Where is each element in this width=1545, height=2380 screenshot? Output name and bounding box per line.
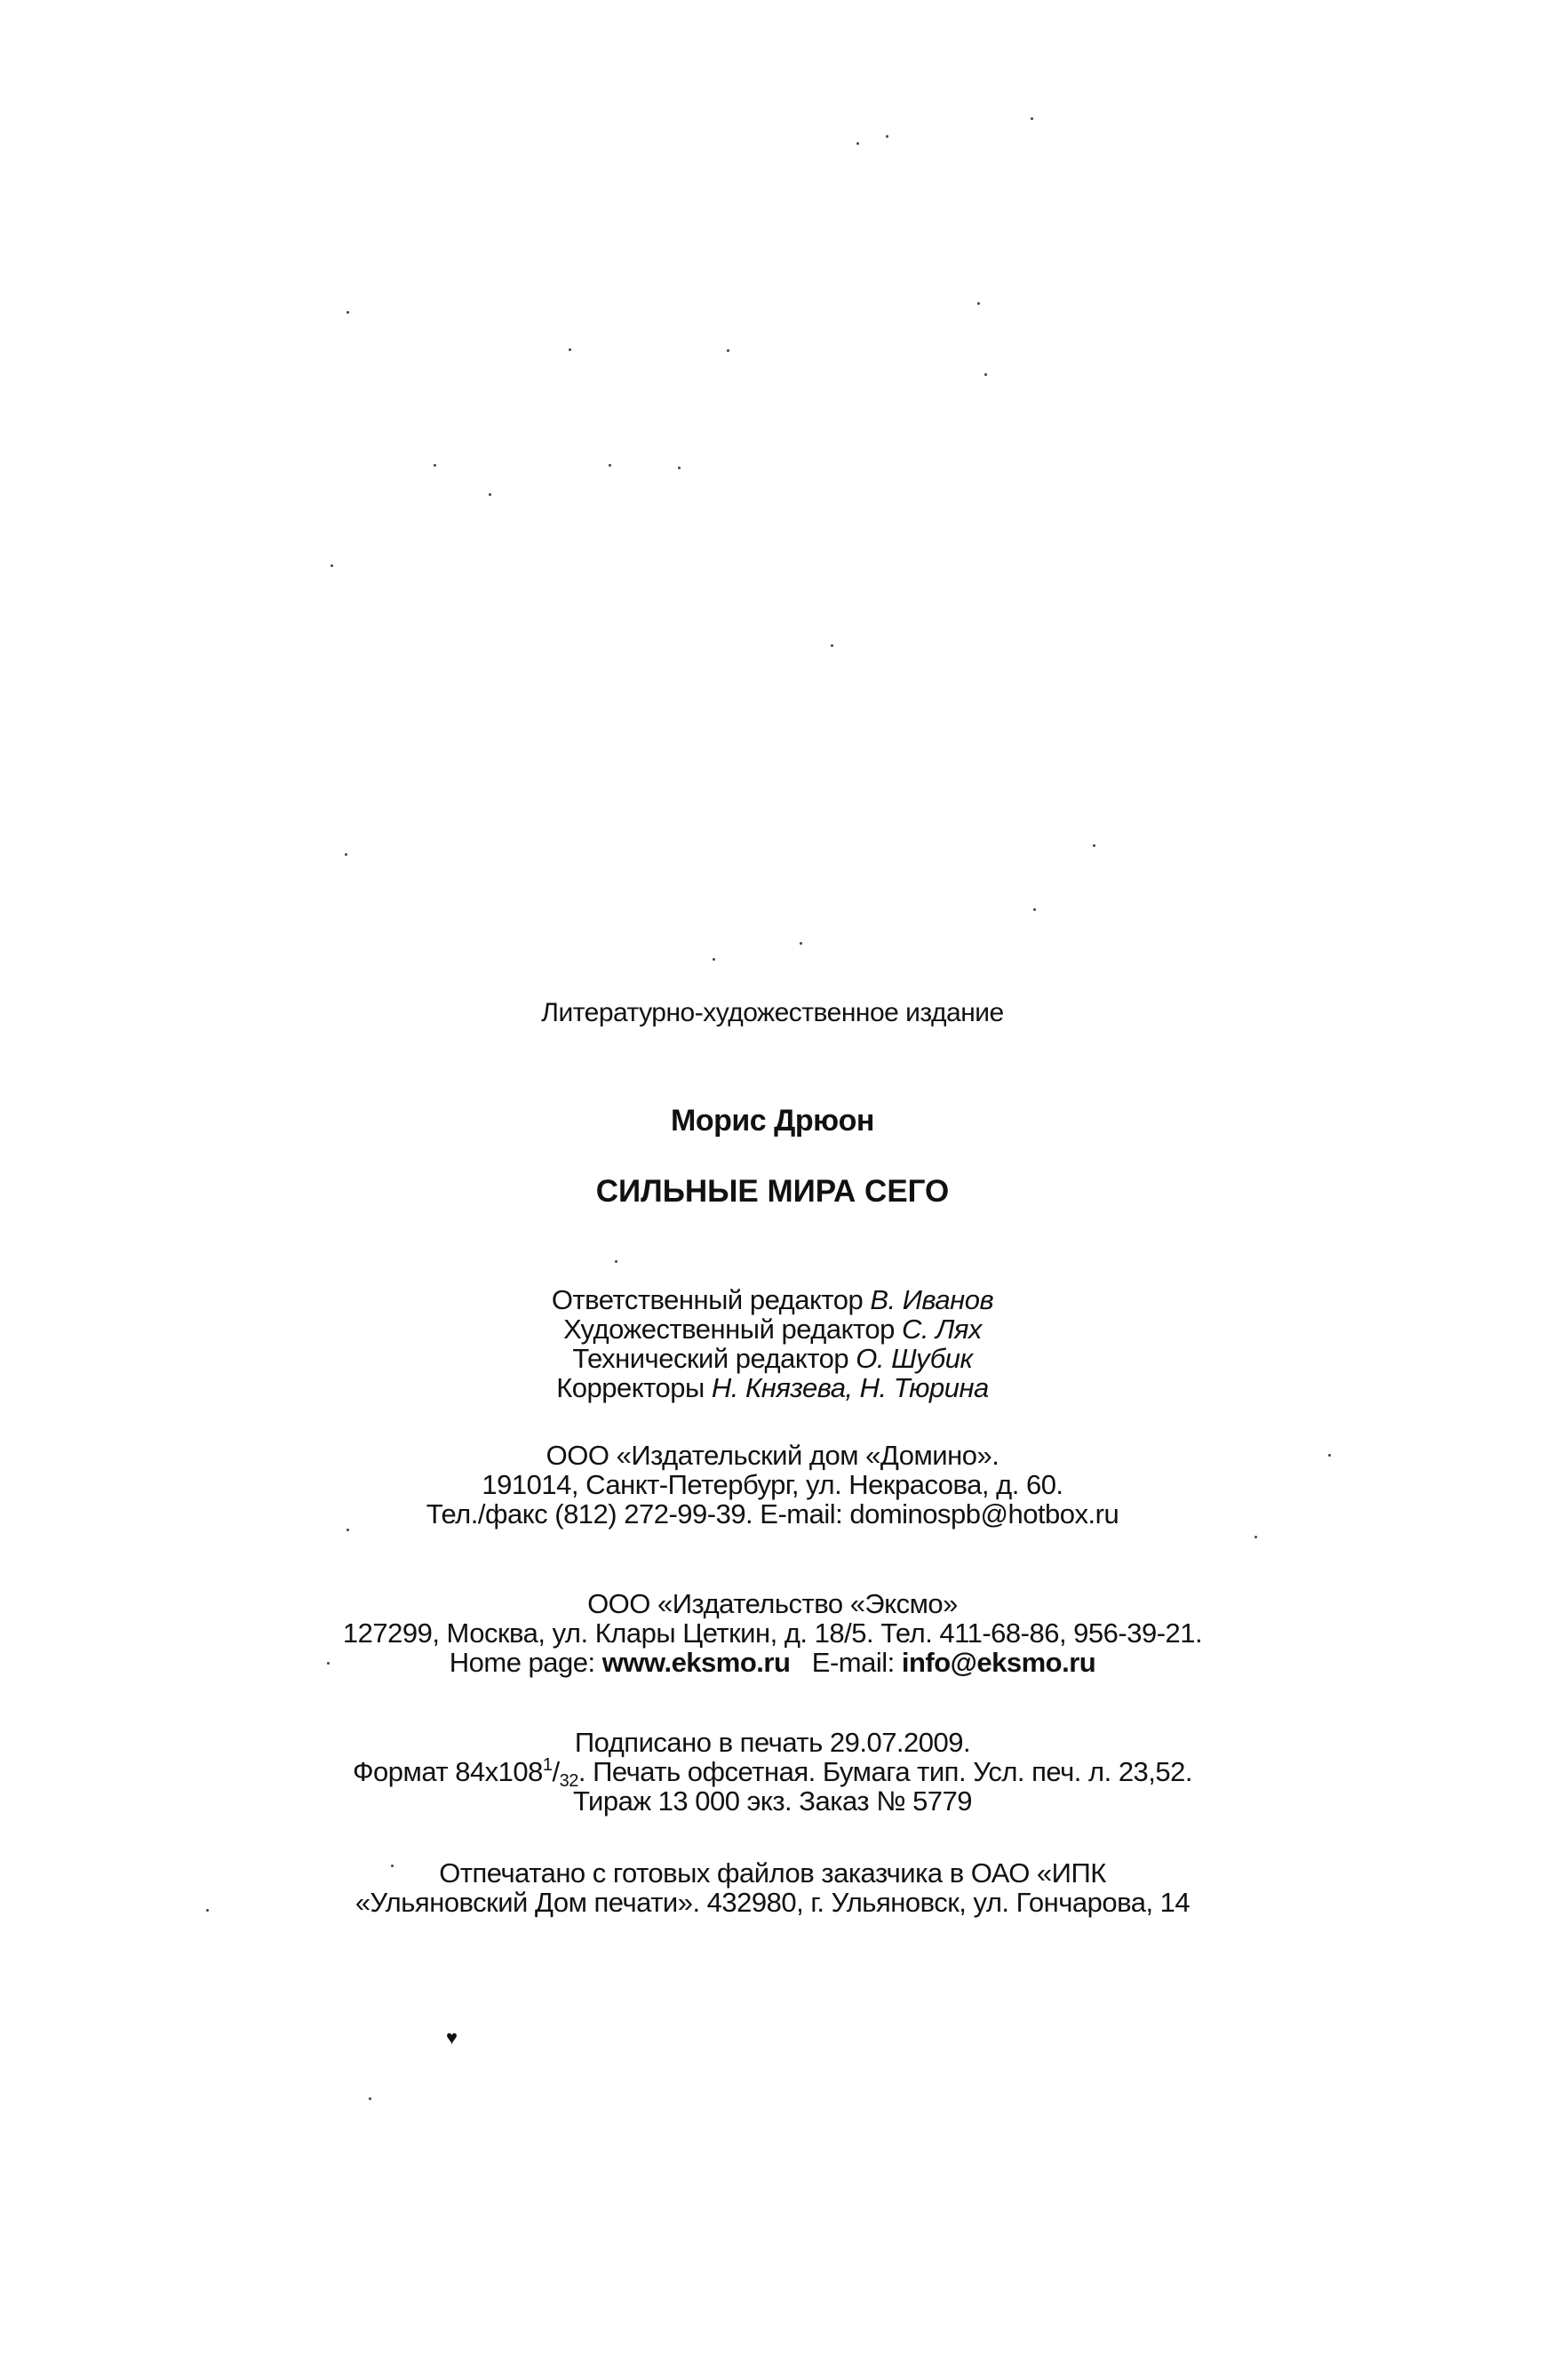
- printer-line-1: Отпечатано с готовых файлов заказчика в ОАО «ИПК: [439, 1857, 1106, 1889]
- scan-speck: [977, 302, 980, 305]
- scan-speck: [346, 1529, 349, 1531]
- credit-name: О. Шубик: [856, 1343, 973, 1374]
- credit-line: [0, 1284, 1545, 1316]
- credit-line: [0, 1343, 1545, 1375]
- scan-speck: [327, 1662, 330, 1665]
- credit-role: Художественный редактор: [563, 1314, 895, 1345]
- format-denominator: 32: [559, 1771, 578, 1791]
- format-slash: /: [552, 1756, 560, 1787]
- scan-speck: [434, 464, 436, 467]
- scan-speck: [727, 349, 729, 352]
- scan-speck: [206, 1909, 209, 1912]
- scan-speck: [856, 142, 859, 145]
- print-signed-date: Подписано в печать 29.07.2009.: [574, 1727, 971, 1758]
- credit-role: Ответственный редактор: [551, 1284, 864, 1315]
- edition-type: Литературно-художественное издание: [541, 998, 1004, 1027]
- scan-speck: [1328, 1454, 1331, 1457]
- domino-publisher-address: 191014, Санкт-Петербург, ул. Некрасова, д. 60.: [482, 1469, 1063, 1500]
- credit-role: Корректоры: [556, 1372, 705, 1403]
- credit-line: [0, 1372, 1545, 1404]
- book-title: СИЛЬНЫЕ МИРА СЕГО: [595, 1174, 950, 1209]
- print-run: Тираж 13 000 экз. Заказ № 5779: [572, 1785, 973, 1817]
- eksmo-publisher-web: [0, 1647, 1545, 1679]
- printer-line-2: «Ульяновский Дом печати». 432980, г. Ульяновск, ул. Гончарова, 14: [354, 1887, 1191, 1918]
- scan-speck: [489, 493, 491, 496]
- eksmo-publisher-address: 127299, Москва, ул. Клары Цеткин, д. 18/5. Тел. 411-68-86, 956-39-21.: [342, 1617, 1203, 1649]
- scan-speck: [831, 644, 833, 647]
- domino-publisher-contacts: Тел./факс (812) 272-99-39. E-mail: dominospb@hotbox.ru: [426, 1498, 1119, 1529]
- email-label: E-mail:: [811, 1647, 895, 1678]
- scan-speck: [800, 942, 802, 945]
- scan-speck: [1093, 844, 1095, 847]
- credit-name: Н. Князева, Н. Тюрина: [711, 1372, 989, 1403]
- format-numerator: 1: [542, 1755, 553, 1775]
- scan-speck: [331, 564, 333, 567]
- format-suffix: . Печать офсетная. Бумага тип. Усл. печ. л. 23,52.: [577, 1756, 1193, 1787]
- eksmo-publisher-name: ООО «Издательство «Эксмо»: [587, 1588, 958, 1619]
- credit-name: С. Лях: [902, 1314, 982, 1345]
- homepage-link[interactable]: www.eksmo.ru: [601, 1647, 791, 1678]
- scan-speck: [1033, 908, 1036, 911]
- print-format: [0, 1755, 1545, 1791]
- homepage-label: Home page:: [449, 1647, 595, 1678]
- author-name: Морис Дрюон: [671, 1104, 874, 1138]
- heart-icon: ♥: [446, 2026, 458, 2049]
- scan-speck: [886, 135, 888, 138]
- scan-speck: [984, 373, 987, 376]
- scan-speck: [369, 2097, 371, 2100]
- scan-speck: [609, 464, 611, 467]
- format-prefix: Формат 84x108: [352, 1756, 543, 1787]
- scan-speck: [1254, 1536, 1257, 1538]
- domino-publisher-name: ООО «Издательский дом «Домино».: [546, 1440, 999, 1471]
- scan-speck: [391, 1865, 394, 1867]
- scan-speck: [346, 311, 349, 314]
- credit-line: [0, 1314, 1545, 1346]
- scan-speck: [615, 1260, 617, 1263]
- scan-speck: [1031, 117, 1033, 120]
- scan-speck: [713, 958, 715, 961]
- credit-role: Технический редактор: [572, 1343, 849, 1374]
- email-link[interactable]: info@eksmo.ru: [901, 1647, 1096, 1678]
- scan-speck: [345, 853, 347, 856]
- scan-speck: [569, 348, 571, 351]
- credit-name: В. Иванов: [870, 1284, 994, 1315]
- scan-speck: [678, 467, 681, 469]
